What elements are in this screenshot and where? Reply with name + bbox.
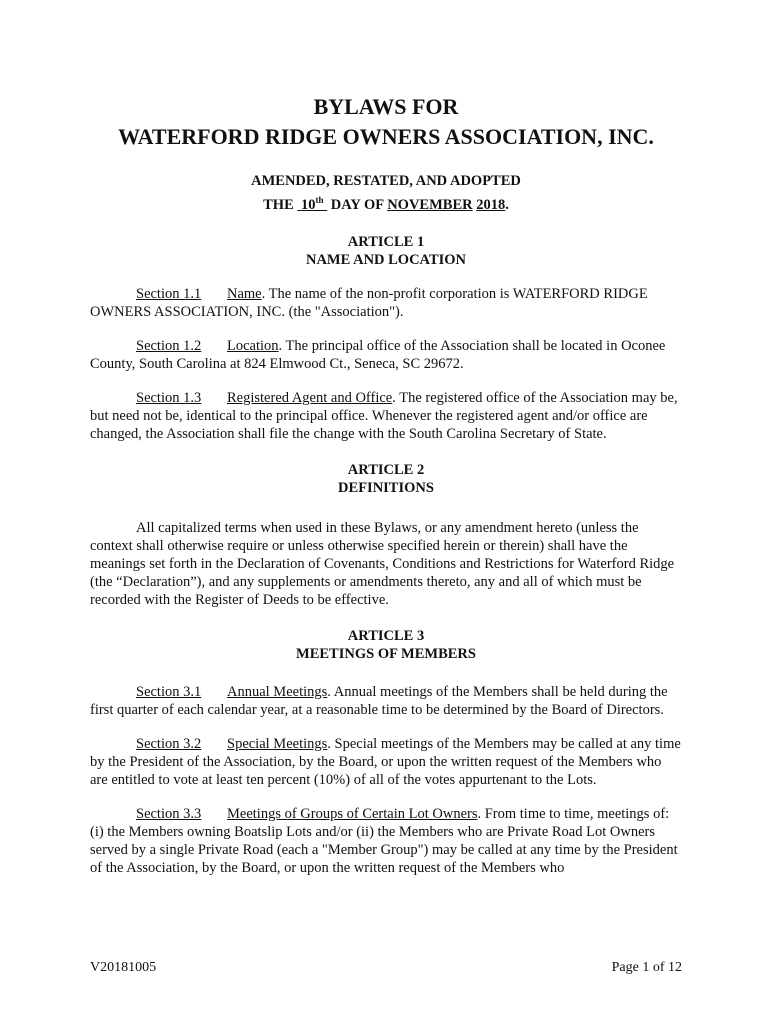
document-title-line1: BYLAWS FOR bbox=[313, 94, 459, 119]
section-3-2-heading: Special Meetings bbox=[227, 735, 328, 752]
section-3-2-text: . Special meetings of the Members may be called at any time by the President of the Association, by the Board, or upon the written request of the Members who are entitled to vote at least ten percent (10%) of all of the votes appurtenant to the Lots. bbox=[90, 735, 681, 788]
article-1-label: ARTICLE 1 bbox=[347, 233, 425, 250]
section-1-3-number: Section 1.3 bbox=[136, 389, 202, 406]
section-3-1-number: Section 3.1 bbox=[136, 683, 202, 700]
section-1-1-text: . The name of the non-profit corporation is WATERFORD RIDGE OWNERS ASSOCIATION, INC. (the "Association"). bbox=[90, 285, 648, 320]
page-number: Page 1 of 12 bbox=[611, 960, 682, 975]
section-1-3 bbox=[90, 389, 682, 443]
article-3-label: ARTICLE 3 bbox=[347, 627, 425, 644]
section-3-3-text: . From time to time, meetings of: (i) the Members owning Boatslip Lots and/or (ii) the Members who are Private Road Lot Owners served by a single Private Road (each a "Member Group") may be called at any time by the President of the Association, by the Board, or upon the written request of the Members who bbox=[90, 805, 678, 876]
adoption-month: NOVEMBER bbox=[387, 196, 473, 213]
adoption-prefix: THE bbox=[263, 196, 294, 213]
section-1-3-heading: Registered Agent and Office bbox=[227, 389, 393, 406]
article-3-heading bbox=[90, 627, 682, 663]
article-1-heading bbox=[90, 233, 682, 269]
article-2-label: ARTICLE 2 bbox=[347, 461, 425, 478]
section-1-3-text: . The registered office of the Association may be, but need not be, identical to the principal office. Whenever the registered agent and/or office are changed, the Association shall file the change with the South Carolina Secretary of State. bbox=[90, 389, 678, 442]
section-1-2-heading: Location bbox=[227, 337, 279, 354]
adoption-subtitle bbox=[90, 172, 682, 215]
adoption-line1: AMENDED, RESTATED, AND ADOPTED bbox=[251, 173, 521, 189]
article-3-title: MEETINGS OF MEMBERS bbox=[296, 645, 476, 662]
section-3-1-heading: Annual Meetings bbox=[227, 683, 328, 700]
section-1-1-heading: Name bbox=[227, 285, 262, 302]
section-1-2 bbox=[90, 337, 682, 373]
section-3-3 bbox=[90, 805, 682, 877]
adoption-day-number: 10 bbox=[301, 196, 316, 213]
adoption-day-suffix: th bbox=[315, 195, 324, 205]
section-3-1-text: . Annual meetings of the Members shall be held during the first quarter of each calendar year, at a reasonable time to be determined by the Board of Directors. bbox=[90, 683, 668, 718]
document-body bbox=[90, 92, 682, 877]
page-footer bbox=[90, 960, 682, 976]
section-3-2 bbox=[90, 735, 682, 789]
version-code: V20181005 bbox=[90, 960, 157, 975]
adoption-period: . bbox=[505, 196, 509, 213]
adoption-year: 2018 bbox=[476, 196, 506, 213]
section-1-1 bbox=[90, 285, 682, 321]
section-1-1-number: Section 1.1 bbox=[136, 285, 202, 302]
section-3-3-number: Section 3.3 bbox=[136, 805, 202, 822]
article-2-heading bbox=[90, 461, 682, 497]
section-3-3-heading: Meetings of Groups of Certain Lot Owners bbox=[227, 805, 478, 822]
document-title-line2: WATERFORD RIDGE OWNERS ASSOCIATION, INC. bbox=[118, 124, 654, 149]
section-1-2-number: Section 1.2 bbox=[136, 337, 202, 354]
definitions-paragraph: All capitalized terms when used in these Bylaws, or any amendment hereto (unless the context shall otherwise require or unless otherwise specified herein or therein) shall have the meanings set forth in the Declaration of Covenants, Conditions and Restrictions for Waterford Ridge (the “Declaration”), and any supplements or amendments thereto, any and all of which must be recorded with the Register of Deeds to be effective. bbox=[90, 519, 675, 608]
adoption-line2 bbox=[90, 191, 682, 215]
section-1-2-text: . The principal office of the Association shall be located in Oconee County, South Carolina at 824 Elmwood Ct., Seneca, SC 29672. bbox=[90, 337, 666, 372]
section-3-1 bbox=[90, 683, 682, 719]
article-2-title: DEFINITIONS bbox=[338, 479, 434, 496]
adoption-mid: DAY OF bbox=[330, 196, 384, 213]
section-3-2-number: Section 3.2 bbox=[136, 735, 202, 752]
article-1-title: NAME AND LOCATION bbox=[305, 251, 467, 268]
adoption-day bbox=[297, 197, 327, 213]
